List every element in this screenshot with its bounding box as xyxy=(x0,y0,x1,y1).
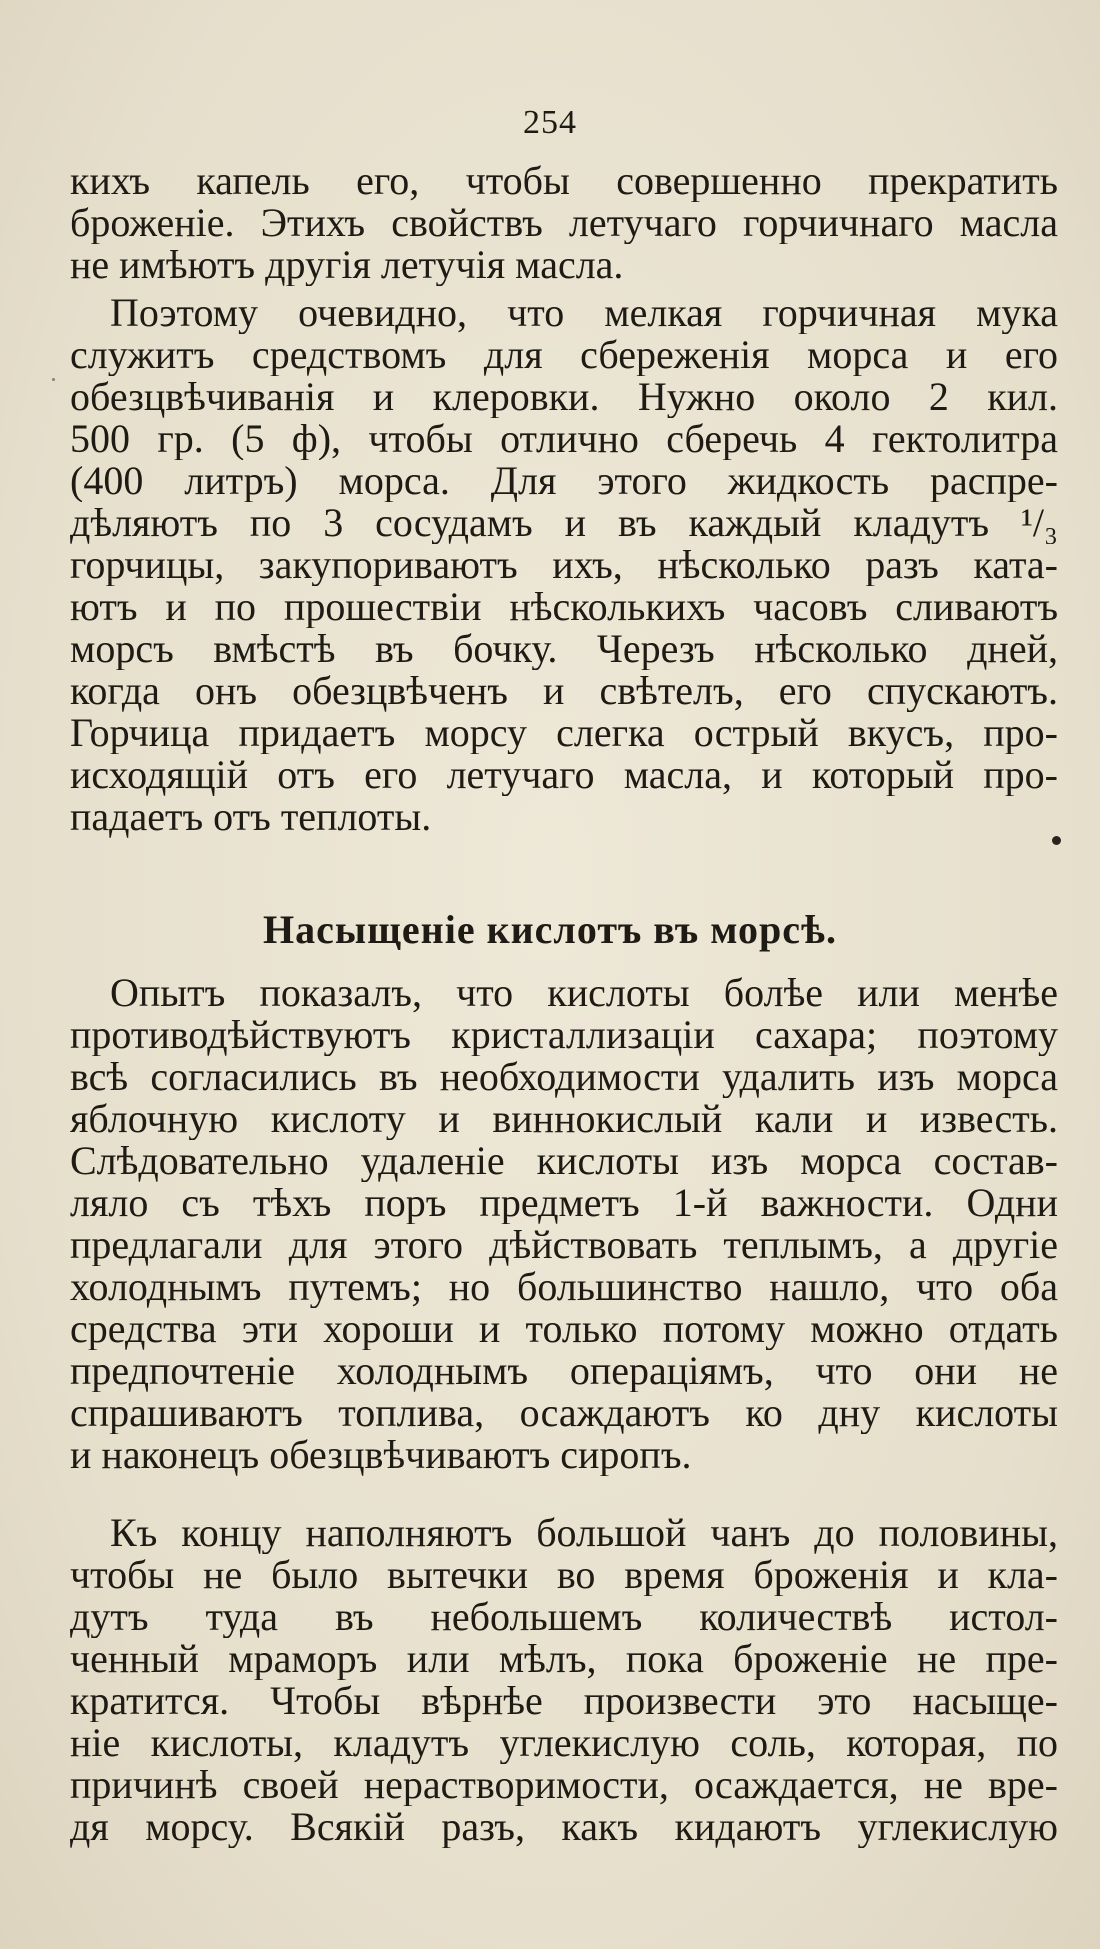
text-line: яблочную кислоту и виннокислый кали и известь. xyxy=(70,1098,1058,1140)
text-line: предлагали для этого дѣйствовать теплымъ, а другіе xyxy=(70,1224,1058,1266)
text-line: не имѣютъ другія летучія масла. xyxy=(70,244,624,286)
text-line: исходящій отъ его летучаго масла, и который про- xyxy=(70,754,1058,796)
text-line: Опытъ показалъ, что кислоты болѣе или менѣе xyxy=(110,972,1058,1014)
ink-speck xyxy=(52,378,55,381)
text-line: морсъ вмѣстѣ въ бочку. Черезъ нѣсколько дней, xyxy=(70,628,1058,670)
text-line: спрашиваютъ топлива, осаждаютъ ко дну кислоты xyxy=(70,1392,1058,1434)
paragraph-2 xyxy=(70,292,1058,838)
text-line: холоднымъ путемъ; но большинство нашло, что оба xyxy=(70,1266,1058,1308)
text-line: противодѣйствуютъ кристаллизаціи сахара; поэтому xyxy=(70,1014,1058,1056)
text-line: когда онъ обезцвѣченъ и свѣтелъ, его спускаютъ. xyxy=(70,670,1058,712)
text-line: ченный мраморъ или мѣлъ, пока броженіе не пре- xyxy=(70,1638,1058,1680)
text-line: Къ концу наполняютъ большой чанъ до половины, xyxy=(110,1512,1058,1554)
text-line: служитъ средствомъ для сбереженія морса и его xyxy=(70,334,1058,376)
ink-speck xyxy=(1052,836,1061,845)
text-line: ніе кислоты, кладутъ углекислую соль, которая, по xyxy=(70,1722,1058,1764)
text-line: чтобы не было вытечки во время броженія и кла- xyxy=(70,1554,1058,1596)
text-line: и наконецъ обезцвѣчиваютъ сиропъ. xyxy=(70,1434,692,1476)
text-line: дѣляютъ по 3 сосудамъ и въ каждый кладутъ ¹/₃ xyxy=(70,502,1058,544)
text-line: предпочтеніе холоднымъ операціямъ, что они не xyxy=(70,1350,1058,1392)
text-line: Поэтому очевидно, что мелкая горчичная мука xyxy=(110,292,1058,334)
text-line: 500 гр. (5 ф), чтобы отлично сберечь 4 гектолитра xyxy=(70,418,1058,460)
paragraph-1 xyxy=(70,160,1058,286)
text-line: ютъ и по прошествіи нѣсколькихъ часовъ сливаютъ xyxy=(70,586,1058,628)
page-number: 254 xyxy=(523,104,577,141)
text-line: Слѣдовательно удаленіе кислоты изъ морса состав- xyxy=(70,1140,1058,1182)
text-line: дутъ туда въ небольшемъ количествѣ истол- xyxy=(70,1596,1058,1638)
text-line: кихъ капель его, чтобы совершенно прекратить xyxy=(70,160,1058,202)
text-line: (400 литръ) морса. Для этого жидкость распре- xyxy=(70,460,1058,502)
text-line: падаетъ отъ теплоты. xyxy=(70,796,432,838)
text-line: средства эти хороши и только потому можно отдать xyxy=(70,1308,1058,1350)
text-line: ляло съ тѣхъ поръ предметъ 1-й важности. Одни xyxy=(70,1182,1058,1224)
text-line: броженіе. Этихъ свойствъ летучаго горчичнаго масла xyxy=(70,202,1058,244)
text-line: обезцвѣчиванія и клеровки. Нужно около 2 кил. xyxy=(70,376,1058,418)
text-line: дя морсу. Всякій разъ, какъ кидаютъ углекислую xyxy=(70,1806,1058,1848)
text-line: Горчица придаетъ морсу слегка острый вкусъ, про- xyxy=(70,712,1058,754)
text-line: всѣ согласились въ необходимости удалить изъ морса xyxy=(70,1056,1058,1098)
text-line: горчицы, закупориваютъ ихъ, нѣсколько разъ ката- xyxy=(70,544,1058,586)
paragraph-4 xyxy=(70,1512,1058,1848)
text-line: кратится. Чтобы вѣрнѣе произвести это насыще- xyxy=(70,1680,1058,1722)
section-heading: Насыщеніе кислотъ въ морсѣ. xyxy=(263,907,837,952)
text-line: причинѣ своей нерастворимости, осаждается, не вре- xyxy=(70,1764,1058,1806)
paragraph-3 xyxy=(70,972,1058,1476)
